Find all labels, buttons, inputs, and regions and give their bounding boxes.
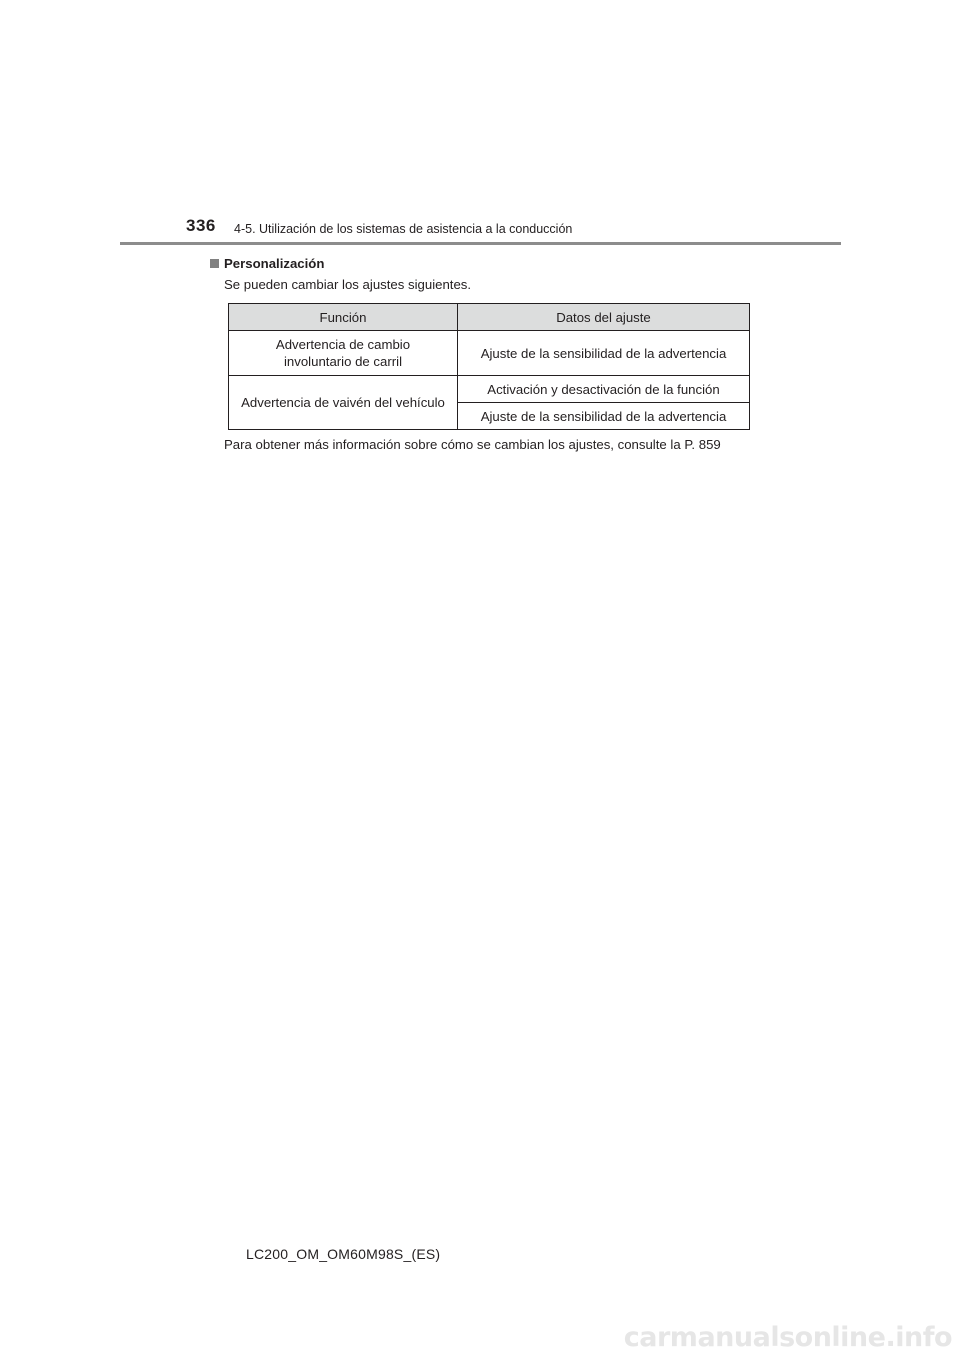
reference-note: Para obtener más información sobre cómo se cambian los ajustes, consulte la P. 859	[224, 437, 721, 452]
watermark: carmanualsonline.info	[623, 1322, 952, 1353]
setting-cell: Activación y desactivación de la función	[458, 376, 750, 403]
function-cell: Advertencia de cambio involuntario de carril	[229, 331, 458, 376]
section-title: 4-5. Utilización de los sistemas de asistencia a la conducción	[234, 222, 573, 236]
square-bullet-icon	[210, 259, 219, 268]
table-row	[229, 331, 750, 376]
function-cell: Advertencia de vaivén del vehículo	[229, 376, 458, 430]
page-number: 336	[186, 216, 216, 235]
column-header-function: Función	[229, 304, 458, 331]
heading-text: Personalización	[224, 256, 325, 271]
header-rule	[120, 242, 841, 245]
document-code: LC200_OM_OM60M98S_(ES)	[246, 1246, 441, 1262]
settings-table	[228, 303, 750, 430]
setting-cell: Ajuste de la sensibilidad de la advertencia	[458, 331, 750, 376]
column-header-settings: Datos del ajuste	[458, 304, 750, 331]
intro-text: Se pueden cambiar los ajustes siguientes.	[224, 277, 472, 292]
table-row	[229, 376, 750, 403]
table-header-row	[229, 304, 750, 331]
section-heading	[210, 256, 324, 271]
setting-cell: Ajuste de la sensibilidad de la advertencia	[458, 403, 750, 430]
